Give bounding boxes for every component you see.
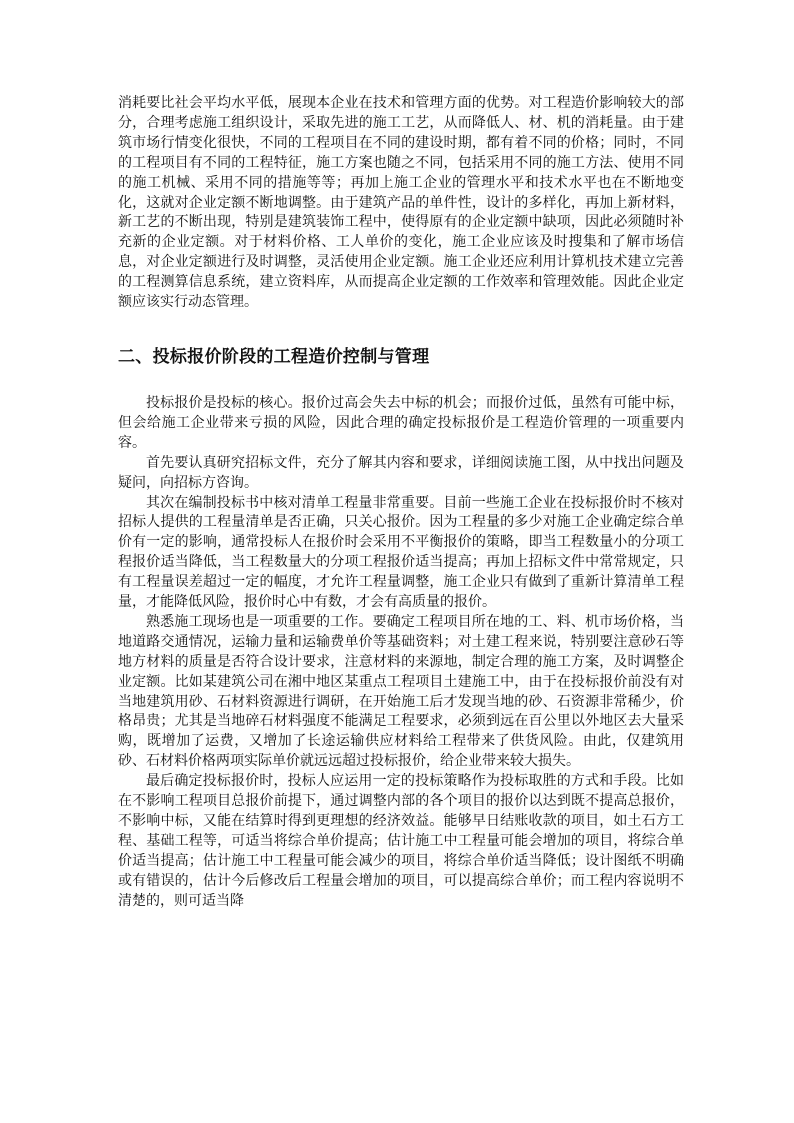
paragraph-site-survey: 熟悉施工现场也是一项重要的工作。要确定工程项目所在地的工、料、机市场价格，当地道路交通情况，运输力量和运输费单价等基础资料；对土建工程来说，特别要注意砂石等地方材料的质量是否符合设计要求，注意材料的来源地，制定合理的施工方案，及时调整企业定额。比如某建筑公司在湘中地区某重点工程项目土建施工中，由于在投标报价前没有对当地建筑用砂、石材料资源进行调研，在开始施工后才发现当地的砂、石资源非常稀少，价格昂贵；尤其是当地碎石材料强度不能满足工程要求，必须到远在百公里以外地区去大量采购，既增加了运费，又增加了长途运输供应材料给工程带来了供货风险。由此，仅建筑用砂、石材料价格两项实际单价就远远超过投标报价，给企业带来较大损失。 (118, 613, 684, 770)
continuation-paragraph: 消耗要比社会平均水平低，展现本企业在技术和管理方面的优势。对工程造价影响较大的部分，合理考虑施工组织设计，采取先进的施工工艺，从而降低人、材、机的消耗量。由于建筑市场行情变化很快，不同的工程项目在不同的建设时期，都有着不同的价格；同时，不同的工程项目有不同的工程特征，施工方案也随之不同，包括采用不同的施工方法、使用不同的施工机械、采用不同的措施等等；再加上施工企业的管理水平和技术水平也在不断地变化，这就对企业定额不断地调整。由于建筑产品的单件性，设计的多样化，再加上新材料，新工艺的不断出现，特别是建筑装饰工程中，使得原有的企业定额中缺项，因此必须随时补充新的企业定额。对于材料价格、工人单价的变化，施工企业应该及时搜集和了解市场信息，对企业定额进行及时调整，灵活使用企业定额。施工企业还应利用计算机技术建立完善的工程测算信息系统，建立资料库，从而提高企业定额的工作效率和管理效能。因此企业定额应该实行动态管理。 (118, 95, 684, 311)
document-page (118, 94, 684, 912)
paragraph-bid-core: 投标报价是投标的核心。报价过高会失去中标的机会；而报价过低，虽然有可能中标，但会给施工企业带来亏损的风险，因此合理的确定投标报价是工程造价管理的一项重要内容。 (118, 394, 684, 451)
section-heading: 二、投标报价阶段的工程造价控制与管理 (118, 346, 430, 367)
paragraph-study-documents: 首先要认真研究招标文件，充分了解其内容和要求，详细阅读施工图，从中找出问题及疑问，向招标方咨询。 (118, 454, 684, 491)
paragraph-bid-strategy: 最后确定投标报价时，投标人应运用一定的投标策略作为投标取胜的方式和手段。比如在不影响工程项目总报价前提下，通过调整内部的各个项目的报价以达到既不提高总报价，不影响中标，又能在结算时得到更理想的经济效益。能够早日结账收款的项目，如土石方工程、基础工程等，可适当将综合单价提高；估计施工中工程量可能会增加的项目，将综合单价适当提高；估计施工中工程量可能会减少的项目，将综合单价适当降低；设计图纸不明确或有错误的，估计今后修改后工程量会增加的项目，可以提高综合单价；而工程内容说明不清楚的，则可适当降 (118, 773, 684, 909)
paragraph-verify-quantities: 其次在编制投标书中核对清单工程量非常重要。目前一些施工企业在投标报价时不核对招标人提供的工程量清单是否正确，只关心报价。因为工程量的多少对施工企业确定综合单价有一定的影响，通常投标人在报价时会采用不平衡报价的策略，即当工程数量小的分项工程报价适当降低，当工程数量大的分项工程报价适当提高；再加上招标文件中常常规定，只有工程量误差超过一定的幅度，才允许工程量调整，施工企业只有做到了重新计算清单工程量，才能降低风险，报价时心中有数，才会有高质量的报价。 (118, 494, 684, 611)
